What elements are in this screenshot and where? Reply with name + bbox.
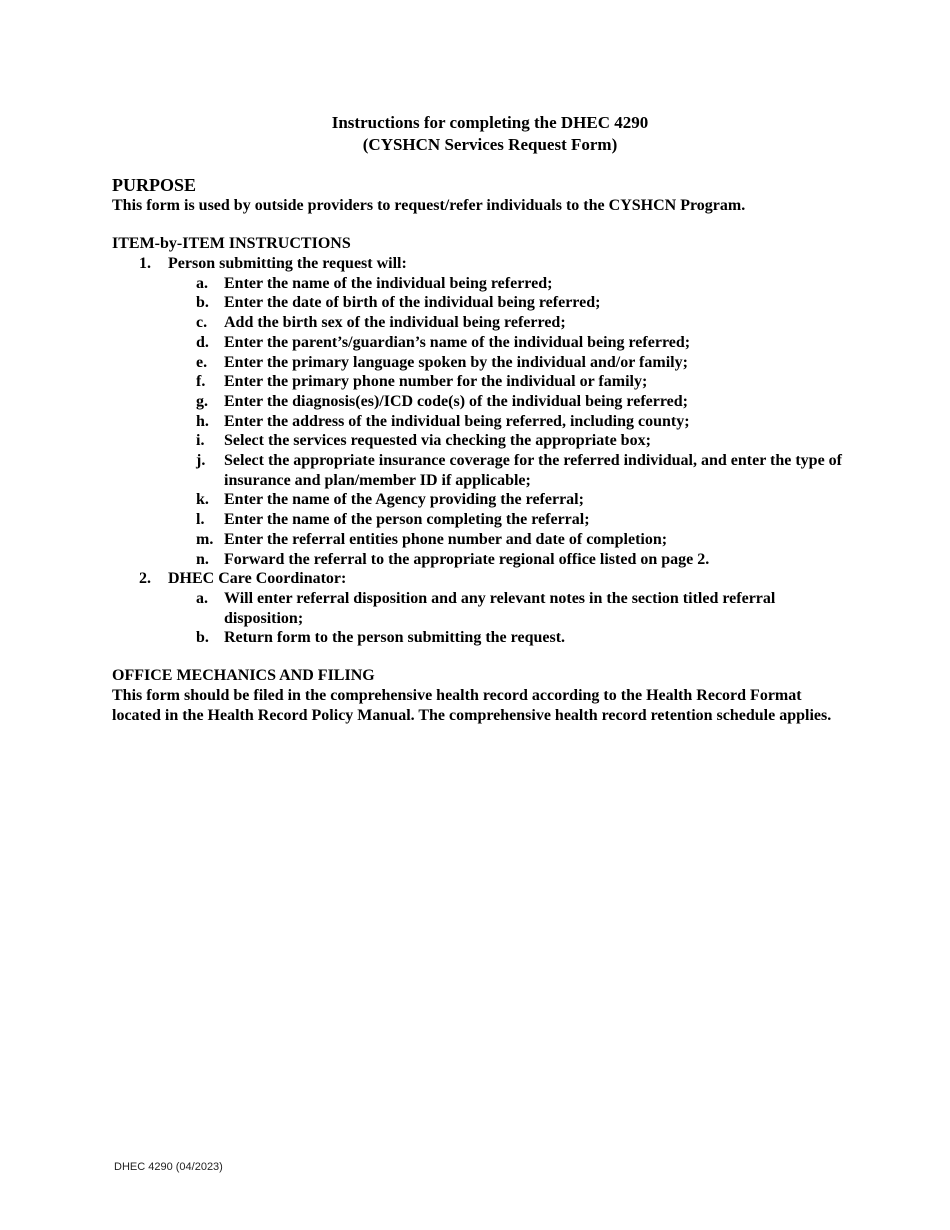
item-text: Enter the parent’s/guardian’s name of the individual being referred; xyxy=(224,333,691,351)
item-text: Enter the date of birth of the individual being referred; xyxy=(224,294,601,312)
list-item xyxy=(112,530,852,550)
step-1 xyxy=(112,254,852,569)
list-item xyxy=(112,274,852,294)
item-letter: b. xyxy=(196,629,209,647)
item-letter: g. xyxy=(196,392,208,410)
item-letter: f. xyxy=(196,373,206,391)
step-2 xyxy=(112,569,852,648)
list-item xyxy=(112,550,852,570)
purpose-text: This form is used by outside providers to request/refer individuals to the CYSHCN Program. xyxy=(112,197,746,214)
office-text: This form should be filed in the comprehensive health record according to the Health Record Format located in the Health Record Policy Manual. The comprehensive health record retention schedule applies. xyxy=(112,687,832,724)
step-label: DHEC Care Coordinator: xyxy=(168,570,347,588)
item-text: Enter the primary language spoken by the individual and/or family; xyxy=(224,353,688,371)
list-item xyxy=(112,431,852,451)
list-item xyxy=(112,628,852,648)
list-item xyxy=(112,353,852,373)
instructions-list xyxy=(112,254,852,648)
item-text: Add the birth sex of the individual being referred; xyxy=(224,314,566,332)
item-letter: d. xyxy=(196,333,209,351)
item-letter: k. xyxy=(196,491,209,509)
list-item xyxy=(112,510,852,530)
item-letter: n. xyxy=(196,550,209,568)
form-footer: DHEC 4290 (04/2023) xyxy=(114,1161,223,1173)
list-item xyxy=(112,412,852,432)
title-line-1: Instructions for completing the DHEC 4290 xyxy=(331,113,649,132)
item-letter: l. xyxy=(196,511,205,529)
office-heading: OFFICE MECHANICS AND FILING xyxy=(112,667,375,684)
list-item xyxy=(112,372,852,392)
step-label: Person submitting the request will: xyxy=(168,255,407,272)
item-letter: a. xyxy=(196,274,208,292)
item-letter: j. xyxy=(196,452,206,470)
item-text: Enter the name of the person completing the referral; xyxy=(224,511,590,529)
purpose-heading: PURPOSE xyxy=(112,175,197,195)
item-letter: c. xyxy=(196,314,208,332)
instructions-heading: ITEM-by-ITEM INSTRUCTIONS xyxy=(112,235,351,252)
step-number: 1. xyxy=(139,255,151,272)
list-item xyxy=(112,451,852,490)
list-item xyxy=(112,490,852,510)
document-title xyxy=(0,112,950,156)
list-item xyxy=(112,313,852,333)
item-text: Forward the referral to the appropriate regional office listed on page 2. xyxy=(224,550,710,568)
list-item xyxy=(112,293,852,313)
item-text: Enter the name of the individual being referred; xyxy=(224,274,553,292)
item-text: Select the services requested via checking the appropriate box; xyxy=(224,432,651,450)
item-text: Will enter referral disposition and any relevant notes in the section titled referral disposition; xyxy=(224,589,776,627)
item-letter: i. xyxy=(196,432,205,450)
item-text: Enter the diagnosis(es)/ICD code(s) of the individual being referred; xyxy=(224,392,688,410)
list-item xyxy=(112,392,852,412)
step-number: 2. xyxy=(139,570,151,588)
item-text: Enter the primary phone number for the individual or family; xyxy=(224,373,648,391)
item-letter: h. xyxy=(196,412,209,430)
item-letter: e. xyxy=(196,353,208,371)
item-text: Enter the address of the individual being referred, including county; xyxy=(224,412,690,430)
item-text: Enter the referral entities phone number and date of completion; xyxy=(224,530,668,548)
title-line-2: (CYSHCN Services Request Form) xyxy=(362,135,618,154)
list-item xyxy=(112,333,852,353)
item-letter: b. xyxy=(196,294,209,312)
item-letter: m. xyxy=(196,530,214,548)
item-letter: a. xyxy=(196,589,208,607)
item-text: Enter the name of the Agency providing the referral; xyxy=(224,491,584,509)
list-item xyxy=(112,589,852,628)
item-text: Return form to the person submitting the request. xyxy=(224,629,566,647)
item-text: Select the appropriate insurance coverage for the referred individual, and enter the type of insurance and plan/member ID if applicable; xyxy=(224,452,842,489)
